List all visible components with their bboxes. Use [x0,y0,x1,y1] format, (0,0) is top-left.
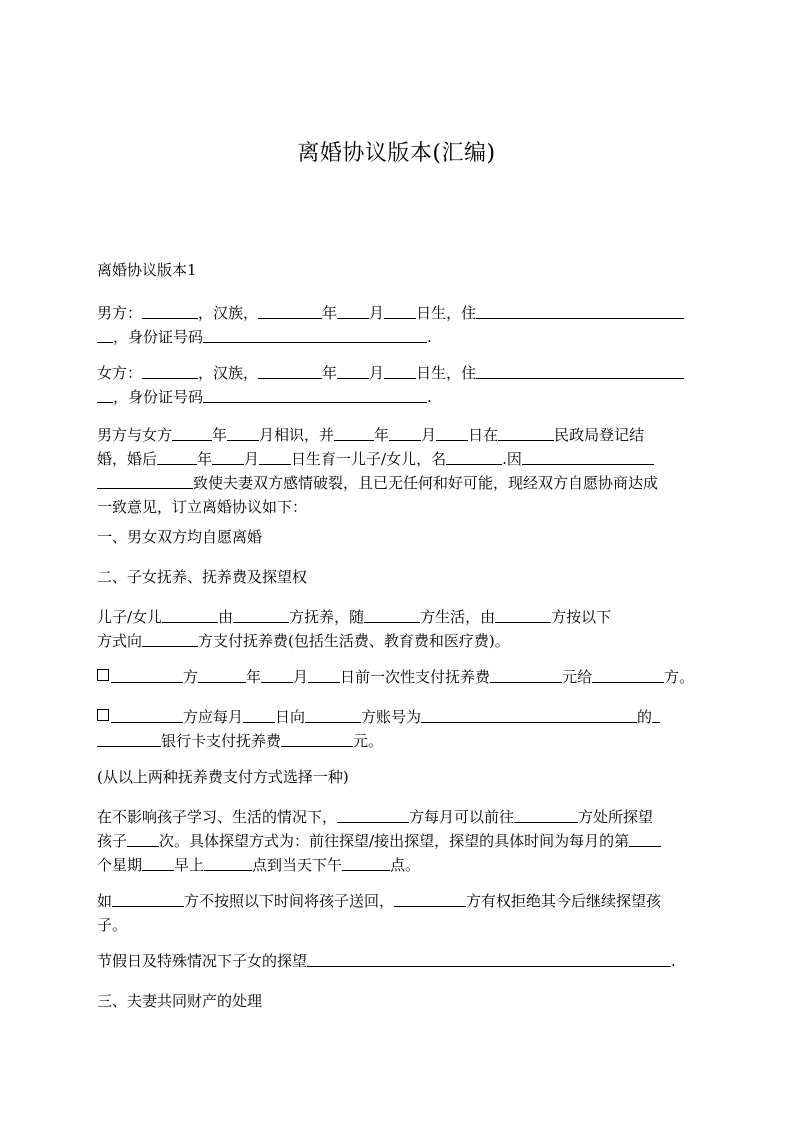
blank-field[interactable] [364,606,420,623]
blank-field[interactable] [307,950,671,967]
blank-field[interactable] [142,302,198,319]
blank-field[interactable] [384,362,416,379]
document-title: 离婚协议版本(汇编) [297,141,496,166]
blank-field[interactable] [498,424,554,441]
visitation-paragraph: 在不影响孩子学习、生活的情况下， 方每月可以前往 方处所探望 孩子 次。具体探望方式为：前往探望/接出探望，探望的具体时间为每月的第 个星期 早上 点到当天下午 点。 [97,805,707,877]
option-checkbox[interactable] [97,709,109,721]
payment-option-monthly: 方应每月 日向 方账号为 的 银行卡支付抚养费 元。 [97,705,707,753]
blank-field[interactable] [203,326,427,343]
blank-field[interactable] [127,830,159,847]
blank-field[interactable] [142,630,198,647]
marriage-paragraph: 男方与女方 年 月相识，并 年 月 日在 民政局登记结 婚，婚后 年 月 日生育一儿子/女儿，名 .因 致使夫妻双方感情破裂，且已无任何和好可能，现经双方自愿协商达成 一致意见，订立离婚协议如下： [97,426,659,516]
blank-field[interactable] [337,806,409,823]
blank-field[interactable] [233,606,289,623]
section-1-heading: 一、男女双方均自愿离婚 [97,528,263,546]
blank-field[interactable] [203,386,427,403]
blank-field[interactable] [490,666,562,683]
blank-field[interactable] [259,448,291,465]
blank-field[interactable] [446,448,502,465]
blank-field[interactable] [629,830,661,847]
blank-field[interactable] [97,730,161,747]
blank-field[interactable] [157,448,197,465]
blank-field[interactable] [476,302,684,319]
blank-field[interactable] [476,362,684,379]
male-party-paragraph: 男方： ，汉族， 年 月 日生，住 ，身份证号码 . [97,301,707,349]
blank-field[interactable] [337,302,369,319]
blank-field[interactable] [97,386,113,403]
blank-field[interactable] [421,706,637,723]
holiday-visitation-line: 节假日及特殊情况下子女的探望 . [97,952,676,970]
return-clause-paragraph: 如 方不按照以下时间将孩子送回， 方有权拒绝其今后继续探望孩 子。 [97,892,662,934]
blank-field[interactable] [111,666,183,683]
blank-field[interactable] [112,890,184,907]
blank-field[interactable] [97,326,113,343]
blank-field[interactable] [436,424,468,441]
blank-field[interactable] [212,448,244,465]
blank-field[interactable] [334,424,374,441]
section-3-heading: 三、夫妻共同财产的处理 [97,992,263,1010]
blank-field[interactable] [342,854,390,871]
version-heading: 离婚协议版本1 [97,261,197,279]
payment-choice-note: (从以上两种抚养费支付方式选择一种) [97,768,349,786]
blank-field[interactable] [495,606,551,623]
blank-field[interactable] [337,362,369,379]
blank-field[interactable] [308,666,340,683]
blank-field[interactable] [305,706,361,723]
blank-field[interactable] [261,666,293,683]
blank-field[interactable] [384,302,416,319]
custody-paragraph: 儿子/女儿 由 方抚养，随 方生活，由 方按以下 方式向 方支付抚养费(包括生活费、教育费和医疗费)。 [97,608,612,650]
blank-field[interactable] [389,424,421,441]
blank-field[interactable] [198,666,246,683]
blank-field[interactable] [142,362,198,379]
blank-field[interactable] [97,472,193,489]
blank-field[interactable] [162,606,218,623]
payment-option-lump-sum: 方 年 月 日前一次性支付抚养费 元给 方。 [97,665,737,689]
female-party-paragraph: 女方： ，汉族， 年 月 日生，住 ，身份证号码 . [97,361,707,409]
blank-field[interactable] [172,424,212,441]
blank-field[interactable] [281,730,353,747]
blank-field[interactable] [142,854,174,871]
blank-field[interactable] [227,424,259,441]
section-2-heading: 二、子女抚养、抚养费及探望权 [97,568,308,586]
blank-field[interactable] [652,706,660,723]
blank-field[interactable] [258,302,322,319]
blank-field[interactable] [204,854,252,871]
option-checkbox[interactable] [97,669,109,681]
blank-field[interactable] [111,706,183,723]
blank-field[interactable] [243,706,275,723]
blank-field[interactable] [514,806,578,823]
blank-field[interactable] [522,448,654,465]
blank-field[interactable] [258,362,322,379]
blank-field[interactable] [592,666,664,683]
blank-field[interactable] [394,890,466,907]
